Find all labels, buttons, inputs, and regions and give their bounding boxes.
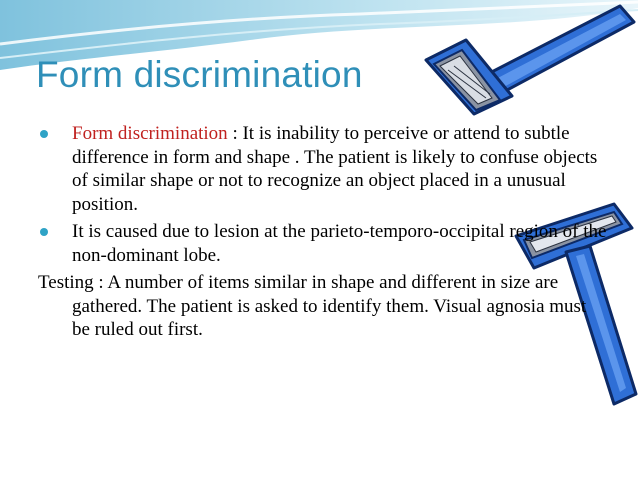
bullet-item (38, 220, 608, 267)
bullet-icon (40, 228, 48, 236)
testing-paragraph: Testing : A number of items similar in shape and different in size are gathered. The patient is asked to identify them. Visual agnosia must be ruled out first. (38, 272, 587, 340)
bullet-icon (40, 130, 48, 138)
bullet-term: Form discrimination (72, 123, 228, 144)
razor-icon-top (420, 0, 638, 116)
bullet-item (38, 122, 608, 216)
slide-title: Form discrimination (36, 54, 363, 95)
slide-body (38, 122, 608, 342)
bullet-text: : It is inability to perceive or attend to subtle difference in form and shape . The patient is likely to confuse objects of similar shape or not to recognize an object placed in a unusual position. (72, 123, 598, 215)
bullet-text: It is caused due to lesion at the parieto-temporo-occipital region of the non-dominant lobe. (72, 221, 607, 266)
